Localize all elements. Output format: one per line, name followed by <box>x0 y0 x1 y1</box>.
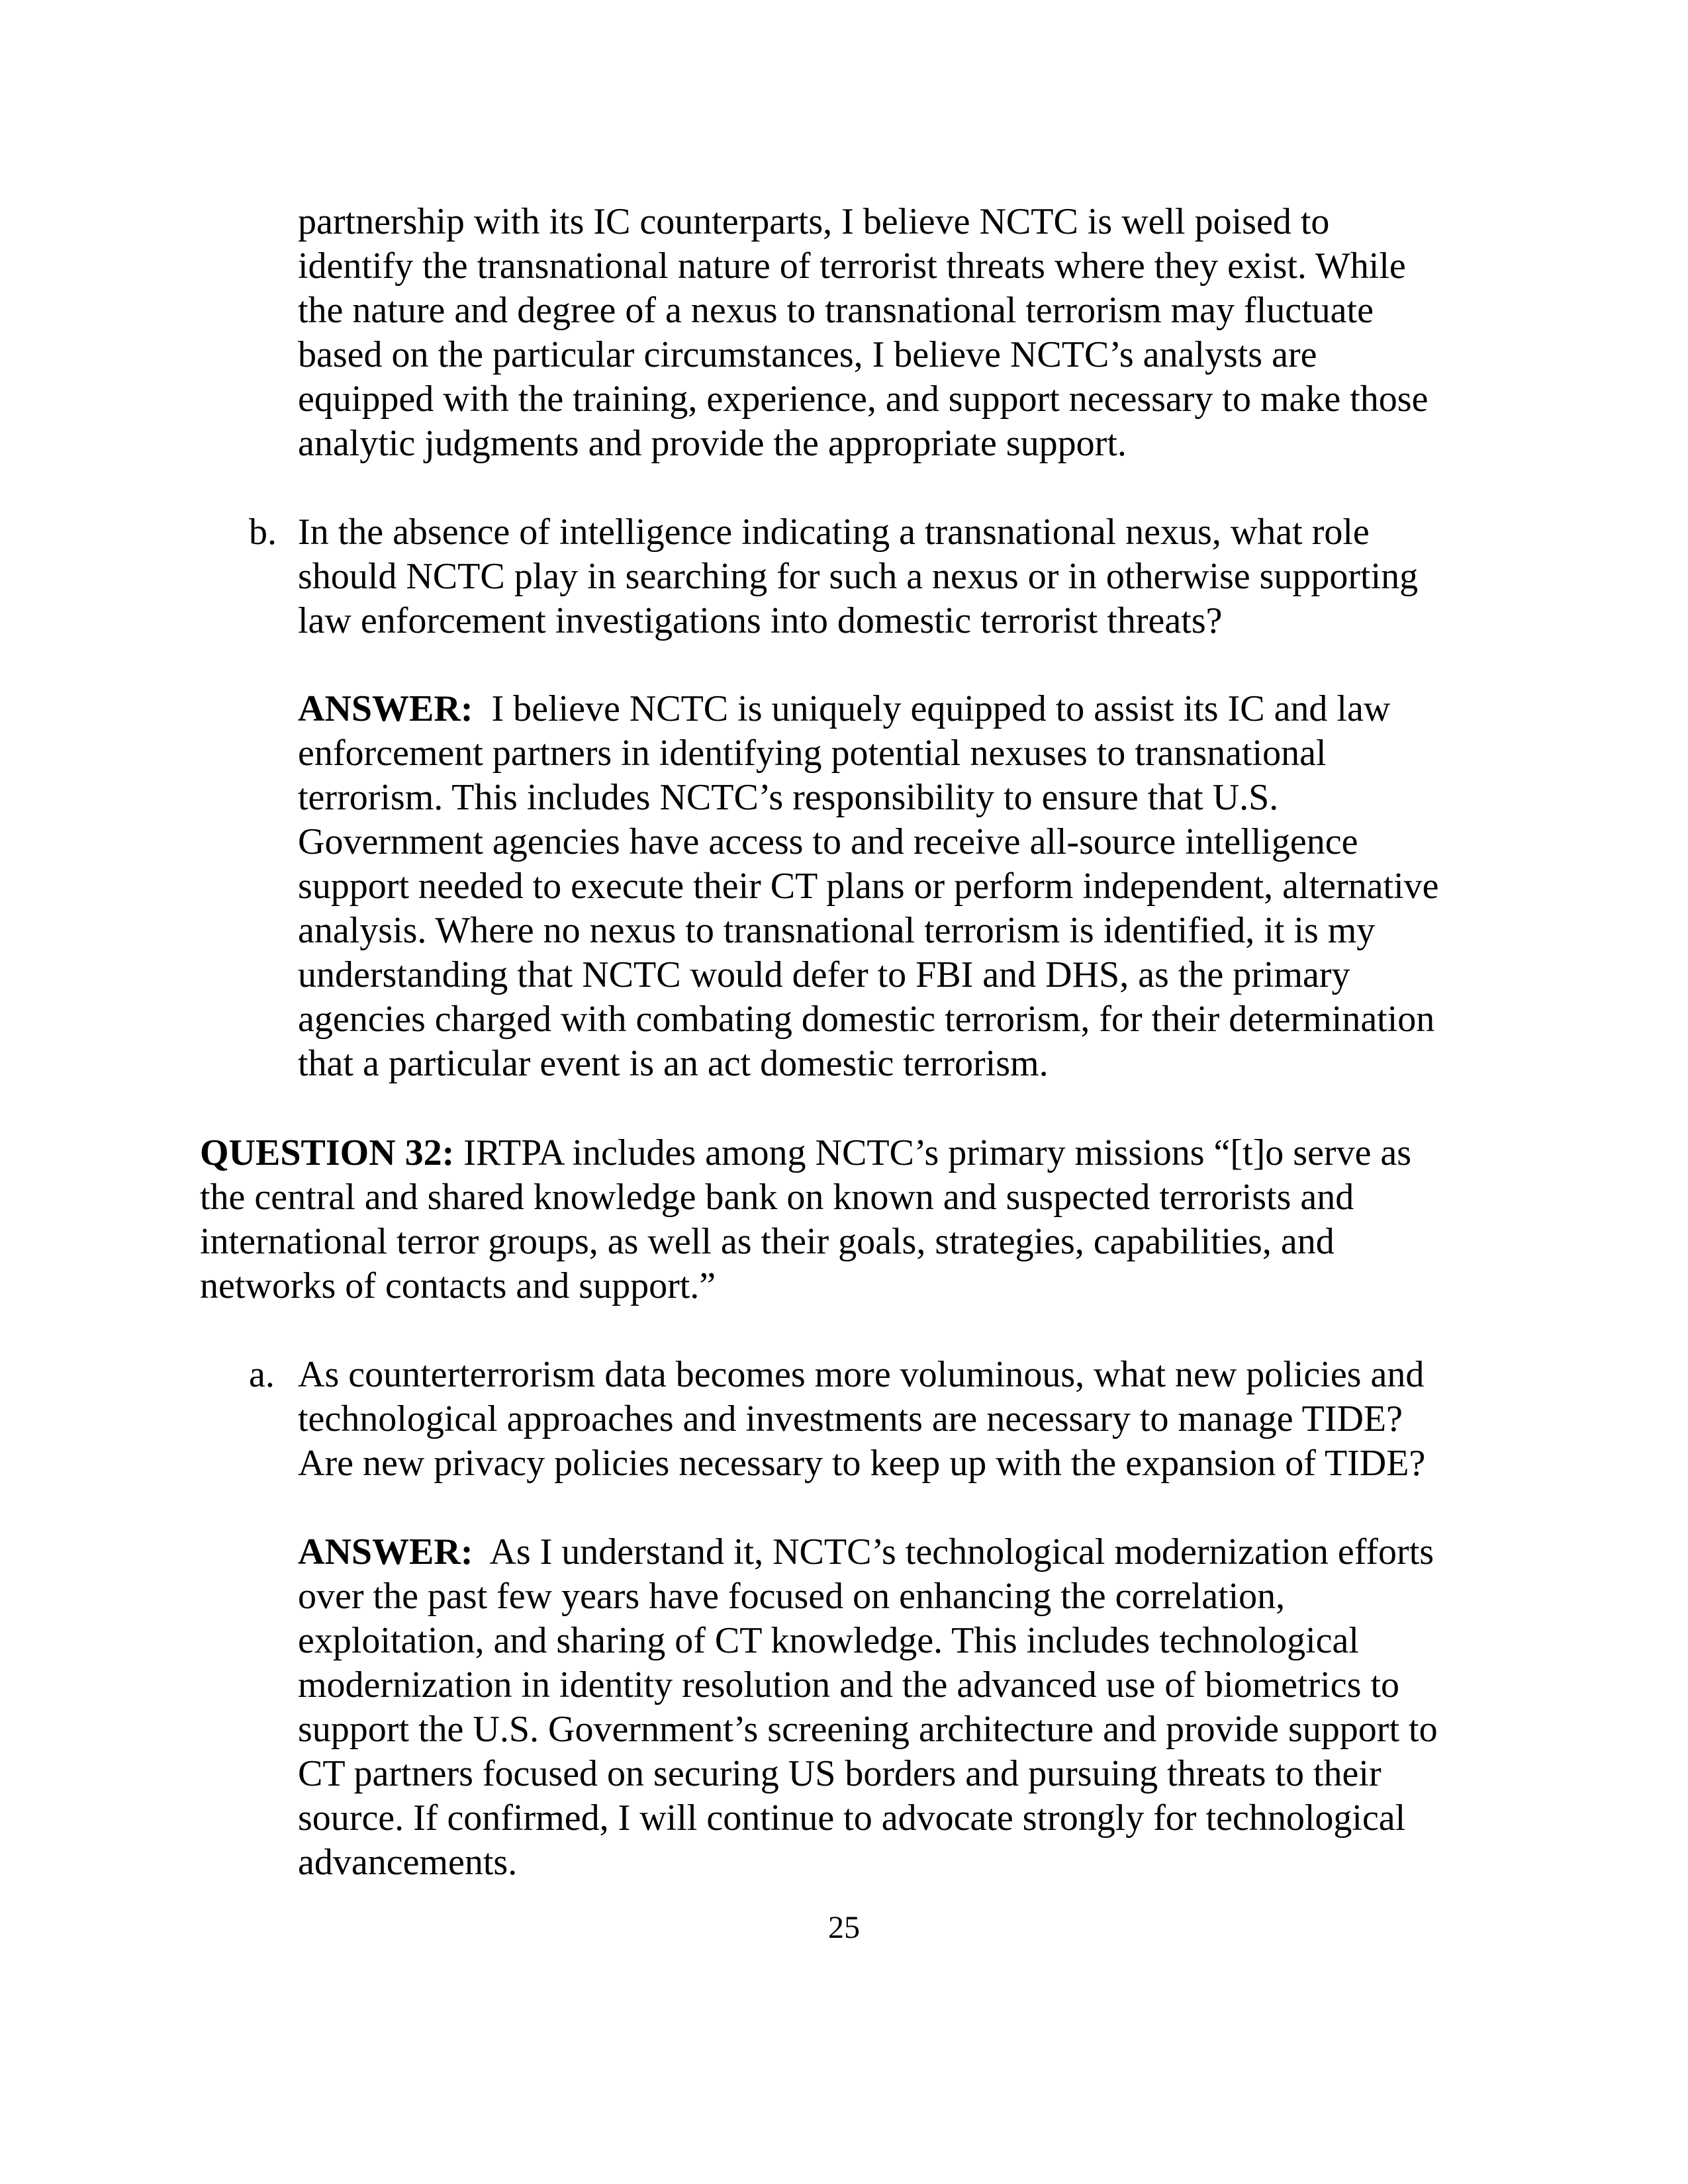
question-32 <box>200 1131 1411 1308</box>
answer-line: over the past few years have focused on enhancing the correlation, <box>298 1576 1286 1617</box>
question-line: law enforcement investigations into domestic terrorist threats? <box>298 600 1223 641</box>
question-line: networks of contacts and support.” <box>200 1265 716 1306</box>
sub-question-b <box>249 510 1419 643</box>
question-line: should NCTC play in searching for such a nexus or in otherwise supporting <box>298 556 1419 597</box>
answer-line: enforcement partners in identifying potential nexuses to transnational <box>298 733 1327 774</box>
answer-line: CT partners focused on securing US borders and pursuing threats to their <box>298 1753 1382 1794</box>
question-line: the central and shared knowledge bank on known and suspected terrorists and <box>200 1177 1354 1218</box>
question-line: technological approaches and investments are necessary to manage TIDE? <box>298 1398 1403 1439</box>
answer-line: analysis. Where no nexus to transnational terrorism is identified, it is my <box>298 910 1376 951</box>
paragraph-line: partnership with its IC counterparts, I believe NCTC is well poised to <box>298 201 1330 242</box>
answer-line: understanding that NCTC would defer to FBI and DHS, as the primary <box>298 954 1350 995</box>
answer-label: ANSWER: <box>298 1531 473 1572</box>
question-line: international terror groups, as well as their goals, strategies, capabilities, and <box>200 1221 1335 1262</box>
paragraph-line: based on the particular circumstances, I believe NCTC’s analysts are <box>298 334 1317 375</box>
answer-text: As I understand it, NCTC’s technological modernization efforts <box>489 1531 1434 1572</box>
answer-label: ANSWER: <box>298 688 473 729</box>
question-label: QUESTION 32: <box>200 1132 455 1173</box>
answer-first-line <box>298 687 1438 731</box>
answer-line: support the U.S. Government’s screening architecture and provide support to <box>298 1709 1438 1750</box>
paragraph-line: identify the transnational nature of terrorist threats where they exist. While <box>298 246 1406 287</box>
answer-line: terrorism. This includes NCTC’s responsibility to ensure that U.S. <box>298 777 1279 818</box>
answer-line: source. If confirmed, I will continue to advocate strongly for technological <box>298 1797 1406 1839</box>
paragraph-line: equipped with the training, experience, and support necessary to make those <box>298 379 1429 420</box>
answer-line: agencies charged with combating domestic terrorism, for their determination <box>298 999 1435 1040</box>
sub-question-a <box>249 1353 1426 1486</box>
answer-line: Government agencies have access to and receive all-source intelligence <box>298 821 1358 862</box>
paragraph-line: analytic judgments and provide the appropriate support. <box>298 423 1127 464</box>
answer-first-line <box>298 1530 1438 1574</box>
answer-a <box>298 1530 1438 1885</box>
question-text: IRTPA includes among NCTC’s primary missions “[t]o serve as <box>463 1132 1412 1173</box>
answer-line: that a particular event is an act domestic terrorism. <box>298 1043 1049 1084</box>
answer-line: advancements. <box>298 1842 518 1883</box>
answer-line: modernization in identity resolution and the advanced use of biometrics to <box>298 1664 1400 1706</box>
answer-line: support needed to execute their CT plans or perform independent, alternative <box>298 866 1439 907</box>
question-line: As counterterrorism data becomes more voluminous, what new policies and <box>298 1354 1425 1395</box>
list-marker: b. <box>249 512 277 553</box>
list-marker: a. <box>249 1354 275 1395</box>
question-first-line <box>200 1131 1411 1175</box>
page-number: 25 <box>828 1910 860 1945</box>
answer-text: I believe NCTC is uniquely equipped to assist its IC and law <box>491 688 1391 729</box>
question-line: Are new privacy policies necessary to keep up with the expansion of TIDE? <box>298 1443 1426 1484</box>
answer-line: exploitation, and sharing of CT knowledge. This includes technological <box>298 1620 1359 1661</box>
continuation-paragraph <box>298 200 1428 466</box>
question-line: In the absence of intelligence indicating a transnational nexus, what role <box>298 512 1370 553</box>
paragraph-line: the nature and degree of a nexus to transnational terrorism may fluctuate <box>298 290 1374 331</box>
answer-b <box>298 687 1438 1086</box>
